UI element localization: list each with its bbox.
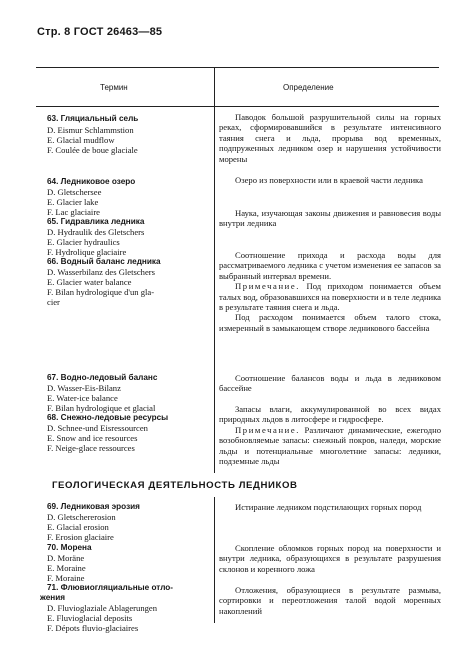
definition-66 <box>219 250 441 333</box>
definition-text: Запасы влаги, аккумулированной во всех видах природных льдов в литосфере и гидросфере. <box>219 404 441 425</box>
note-label: Примечание. <box>235 281 301 292</box>
term-german: D. Wasserbilanz des Gletschers <box>47 267 155 277</box>
definition-text: Истирание ледником подстилающих горных пород <box>235 502 422 512</box>
definition-64 <box>219 175 441 185</box>
column-divider <box>214 68 215 106</box>
definition-68 <box>219 404 441 466</box>
term-german: D. Fluvioglaziale Ablagerungen <box>47 603 158 613</box>
table-header <box>36 67 439 107</box>
term-french: F. Bilan hydrologique et glacial <box>47 403 156 413</box>
definition-text: Отложения, образующиеся в результате размыва, сортировки и переотложения талой водой моренных накоплений <box>219 585 441 616</box>
term-english: E. Glacial mudflow <box>47 135 115 145</box>
note-paragraph <box>219 425 441 467</box>
term-english: E. Moraine <box>47 563 86 573</box>
term-german: D. Moräne <box>47 553 85 563</box>
term-english: E. Glacier lake <box>47 197 99 207</box>
definition-text: Наука, изучающая законы движения и равновесия воды внутри ледника <box>219 208 441 229</box>
definition-text: Соотношение балансов воды и льда в ледниковом бассейне <box>219 373 441 394</box>
term-english: E. Fluvioglacial deposits <box>47 613 133 623</box>
term-french: F. Coulée de boue glaciale <box>47 145 138 155</box>
term-german: D. Hydraulik des Gletschers <box>47 227 145 237</box>
term-french: F. Lac glaciaire <box>47 207 100 217</box>
term-french: F. Erosion glaciaire <box>47 532 114 542</box>
definition-text: Паводок большой разрушительной силы на горных реках, сформировавшийся в результате интенсивного таяния снега и льда, прорыва вод временных, подпруженных ледником озер и нарушения устойчивости морены <box>219 112 441 164</box>
term-title: 67. Водно-ледовый баланс <box>47 373 158 382</box>
term-english: E. Glacier water balance <box>47 277 132 287</box>
term-english: E. Glacial erosion <box>47 522 109 532</box>
note-paragraph <box>219 281 441 312</box>
term-german: D. Gletschersee <box>47 187 102 197</box>
term-french: F. Moraine <box>47 573 85 583</box>
term-title: 64. Ледниковое озеро <box>47 177 136 186</box>
term-german: D. Eismur Schlammstion <box>47 125 134 135</box>
term-title: 71. Флювиогляциальные отло- <box>47 583 174 592</box>
definition-67 <box>219 373 441 394</box>
term-french: F. Dépots fluvio-glaciaires <box>47 623 139 633</box>
term-title: 70. Морена <box>47 543 92 552</box>
definition-text: Озеро из поверхности или в краевой части ледника <box>235 175 423 185</box>
column-divider-lower <box>214 497 215 623</box>
definition-70 <box>219 543 441 574</box>
section-title: ГЕОЛОГИЧЕСКАЯ ДЕЯТЕЛЬНОСТЬ ЛЕДНИКОВ <box>52 480 298 491</box>
term-english: E. Water-ice balance <box>47 393 118 403</box>
definition-65 <box>219 208 441 229</box>
term-german: D. Schnee-und Eisressourcen <box>47 423 148 433</box>
definition-column-header: Определение <box>283 83 334 92</box>
note-text: Под приходом понимается объем талых вод, образовавшихся на поверхности и в теле ледника в результате таяния снега и льда. <box>219 281 441 313</box>
term-title: 66. Водный баланс ледника <box>47 257 161 266</box>
column-divider-upper <box>214 106 215 473</box>
term-french: F. Neige-glace ressources <box>47 443 135 453</box>
definition-63 <box>219 112 441 164</box>
term-french-cont: cier <box>47 297 60 307</box>
note-text: Различают динамические, ежегодно возобновляемые запасы: снежный покров, наледи, морские льды и потенциальные многолетние запасы: ледники, подземные льды <box>219 424 442 467</box>
term-column-header: Термин <box>100 83 128 92</box>
term-german: D. Wasser-Eis-Bilanz <box>47 383 121 393</box>
term-title: 69. Ледниковая эрозия <box>47 502 140 511</box>
term-title-cont: жения <box>40 593 66 602</box>
term-english: E. Snow and ice resources <box>47 433 138 443</box>
term-english: E. Glacier hydraulics <box>47 237 120 247</box>
definition-69 <box>219 502 441 512</box>
term-title: 68. Снежно-ледовые ресурсы <box>47 413 169 422</box>
definition-text: Соотношение прихода и расхода воды для рассматриваемого ледника с учетом изменения ее запасов за выбранный интервал времени. <box>219 250 441 281</box>
term-title: 65. Гидравлика ледника <box>47 217 145 226</box>
term-french: F. Bilan hydrologique d'un gla- <box>47 287 155 297</box>
page-header: Стр. 8 ГОСТ 26463—85 <box>37 26 163 38</box>
term-german: D. Gletschererosion <box>47 512 116 522</box>
definition-text: Скопление обломков горных пород на поверхности и внутри ледника, образующихся в результате разрушения склонов и коренного ложа <box>219 543 441 574</box>
term-french: F. Hydrolique glaciaire <box>47 247 127 257</box>
term-title: 63. Гляциальный сель <box>47 114 139 123</box>
note-paragraph: Под расходом понимается объем талого стока, измеренный в замыкающем створе ледникового бассейна <box>219 312 441 333</box>
note-label: Примечание. <box>235 424 301 435</box>
definition-71 <box>219 585 441 616</box>
